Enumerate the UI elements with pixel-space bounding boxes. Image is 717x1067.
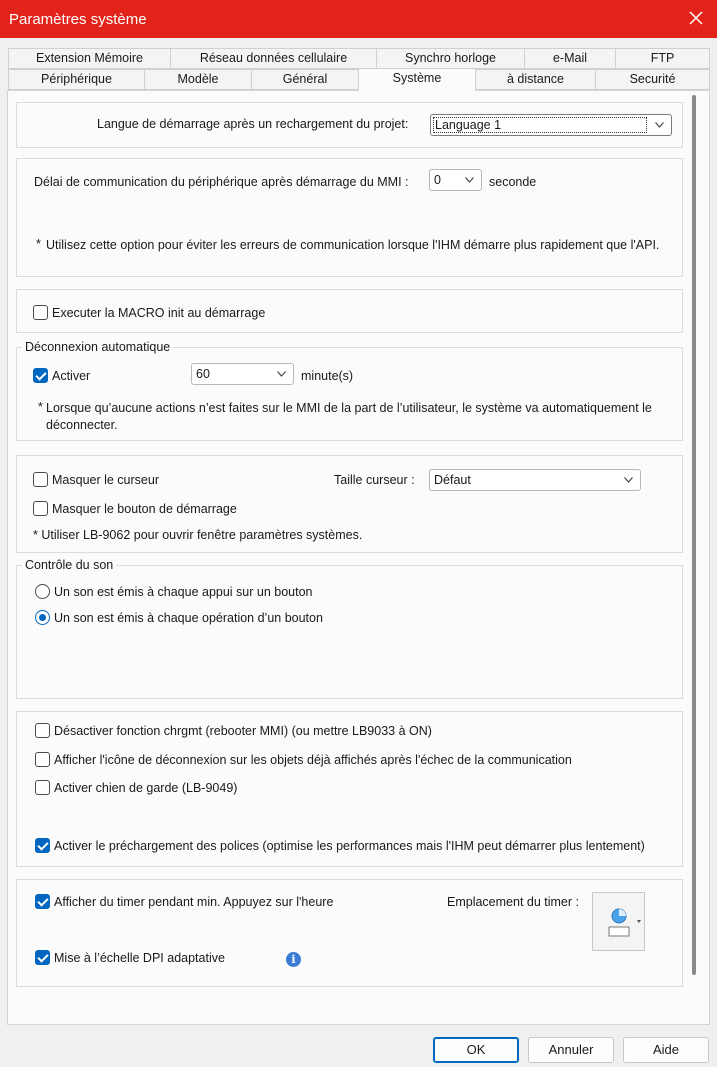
adaptive-dpi-checkbox[interactable] xyxy=(35,950,50,965)
ok-button[interactable]: OK xyxy=(433,1037,519,1063)
startup-language-value: Language 1 xyxy=(435,118,502,132)
cursor-size-label: Taille curseur : xyxy=(334,473,415,487)
cancel-button[interactable]: Annuler xyxy=(528,1037,614,1063)
sound-option1-label: Un son est émis à chaque appui sur un bouton xyxy=(54,585,313,599)
startup-language-select[interactable] xyxy=(430,114,672,136)
chevron-down-icon xyxy=(624,477,633,483)
show-timer-checkbox[interactable] xyxy=(35,894,50,909)
preload-fonts-label: Activer le préchargement des polices (optimise les performances mais l'IHM peut démarrer plus lentement) xyxy=(54,839,645,853)
tab-ftp[interactable]: FTP xyxy=(615,48,710,69)
tab-reseau-cellulaire[interactable]: Réseau données cellulaire xyxy=(170,48,377,69)
cursor-size-select[interactable] xyxy=(429,469,641,491)
tab-peripherique[interactable]: Périphérique xyxy=(8,69,145,90)
comm-delay-unit: seconde xyxy=(489,175,537,189)
sound-option1-radio[interactable] xyxy=(35,584,50,599)
hide-start-button-checkbox[interactable] xyxy=(33,501,48,516)
hide-cursor-label: Masquer le curseur xyxy=(52,473,159,487)
cursor-note: * Utiliser LB-9062 pour ouvrir fenêtre paramètres systèmes. xyxy=(33,528,363,542)
show-disconnect-icon-checkbox[interactable] xyxy=(35,752,50,767)
hide-cursor-checkbox[interactable] xyxy=(33,472,48,487)
note-star: * xyxy=(36,237,41,251)
tab-securite[interactable]: Securité xyxy=(595,69,710,90)
startup-language-label: Langue de démarrage après un rechargement du projet: xyxy=(97,117,409,131)
comm-delay-label: Délai de communication du périphérique après démarrage du MMI : xyxy=(34,175,409,189)
tab-general[interactable]: Général xyxy=(251,69,359,90)
misc-options-group xyxy=(16,711,683,867)
timer-location-button[interactable] xyxy=(592,892,645,951)
comm-delay-select[interactable] xyxy=(429,169,482,191)
tab-email[interactable]: e-Mail xyxy=(524,48,616,69)
auto-logout-unit: minute(s) xyxy=(301,369,354,383)
sound-option2-label: Un son est émis à chaque opération d’un bouton xyxy=(54,611,323,625)
hide-start-button-label: Masquer le bouton de démarrage xyxy=(52,502,237,516)
auto-logout-enable-checkbox[interactable] xyxy=(33,368,48,383)
show-timer-label: Afficher du timer pendant min. Appuyez sur l'heure xyxy=(54,895,334,909)
close-icon[interactable] xyxy=(687,9,705,27)
title-bar xyxy=(0,0,717,38)
tab-systeme[interactable]: Système xyxy=(358,68,476,91)
auto-logout-group xyxy=(16,340,683,441)
disable-reload-label: Désactiver fonction chrgmt (rebooter MMI) (ou mettre LB9033 à ON) xyxy=(54,724,432,738)
tab-synchro-horloge[interactable]: Synchro horloge xyxy=(376,48,525,69)
chevron-down-icon xyxy=(465,177,474,183)
init-macro-group xyxy=(16,289,683,333)
disable-reload-checkbox[interactable] xyxy=(35,723,50,738)
watchdog-checkbox[interactable] xyxy=(35,780,50,795)
auto-logout-enable-label: Activer xyxy=(52,369,91,383)
tab-strip xyxy=(8,48,710,91)
systeme-panel xyxy=(7,90,710,1025)
help-button[interactable]: Aide xyxy=(623,1037,709,1063)
auto-logout-minutes-value: 60 xyxy=(196,367,210,381)
sound-legend: Contrôle du son xyxy=(22,558,116,572)
sound-group xyxy=(16,558,683,699)
auto-logout-legend: Déconnexion automatique xyxy=(22,340,173,354)
timer-location-icon xyxy=(593,893,646,952)
comm-delay-group xyxy=(16,158,683,277)
cursor-group xyxy=(16,455,683,553)
timer-location-label: Emplacement du timer : xyxy=(447,895,579,909)
sound-option2-radio[interactable] xyxy=(35,610,50,625)
chevron-down-icon xyxy=(655,122,664,128)
watchdog-label: Activer chien de garde (LB-9049) xyxy=(54,781,238,795)
startup-language-group xyxy=(16,102,683,148)
info-icon[interactable]: i xyxy=(286,952,301,967)
tab-extension-memoire[interactable]: Extension Mémoire xyxy=(8,48,171,69)
adaptive-dpi-label: Mise à l’échelle DPI adaptative xyxy=(54,951,225,965)
preload-fonts-checkbox[interactable] xyxy=(35,838,50,853)
tab-a-distance[interactable]: à distance xyxy=(475,69,596,90)
chevron-down-icon xyxy=(277,371,286,377)
window-title: Paramètres système xyxy=(9,11,147,28)
auto-logout-minutes-select[interactable] xyxy=(191,363,294,385)
show-disconnect-icon-label: Afficher l'icône de déconnexion sur les objets déjà affichés après l'échec de la communication xyxy=(54,753,572,767)
cursor-size-value: Défaut xyxy=(434,473,471,487)
init-macro-label: Executer la MACRO init au démarrage xyxy=(52,306,266,320)
comm-delay-note: Utilisez cette option pour éviter les erreurs de communication lorsque l'IHM démarre plus rapidement que l'API. xyxy=(46,238,660,252)
note-star: * xyxy=(38,400,43,414)
scrollbar-thumb[interactable] xyxy=(692,95,696,975)
init-macro-checkbox[interactable] xyxy=(33,305,48,320)
auto-logout-note: Lorsque qu’aucune actions n’est faites sur le MMI de la part de l’utilisateur, le système va automatiquement le déconnecter. xyxy=(46,401,652,432)
comm-delay-value: 0 xyxy=(434,173,441,187)
timer-group xyxy=(16,879,683,987)
tab-modele[interactable]: Modèle xyxy=(144,69,252,90)
